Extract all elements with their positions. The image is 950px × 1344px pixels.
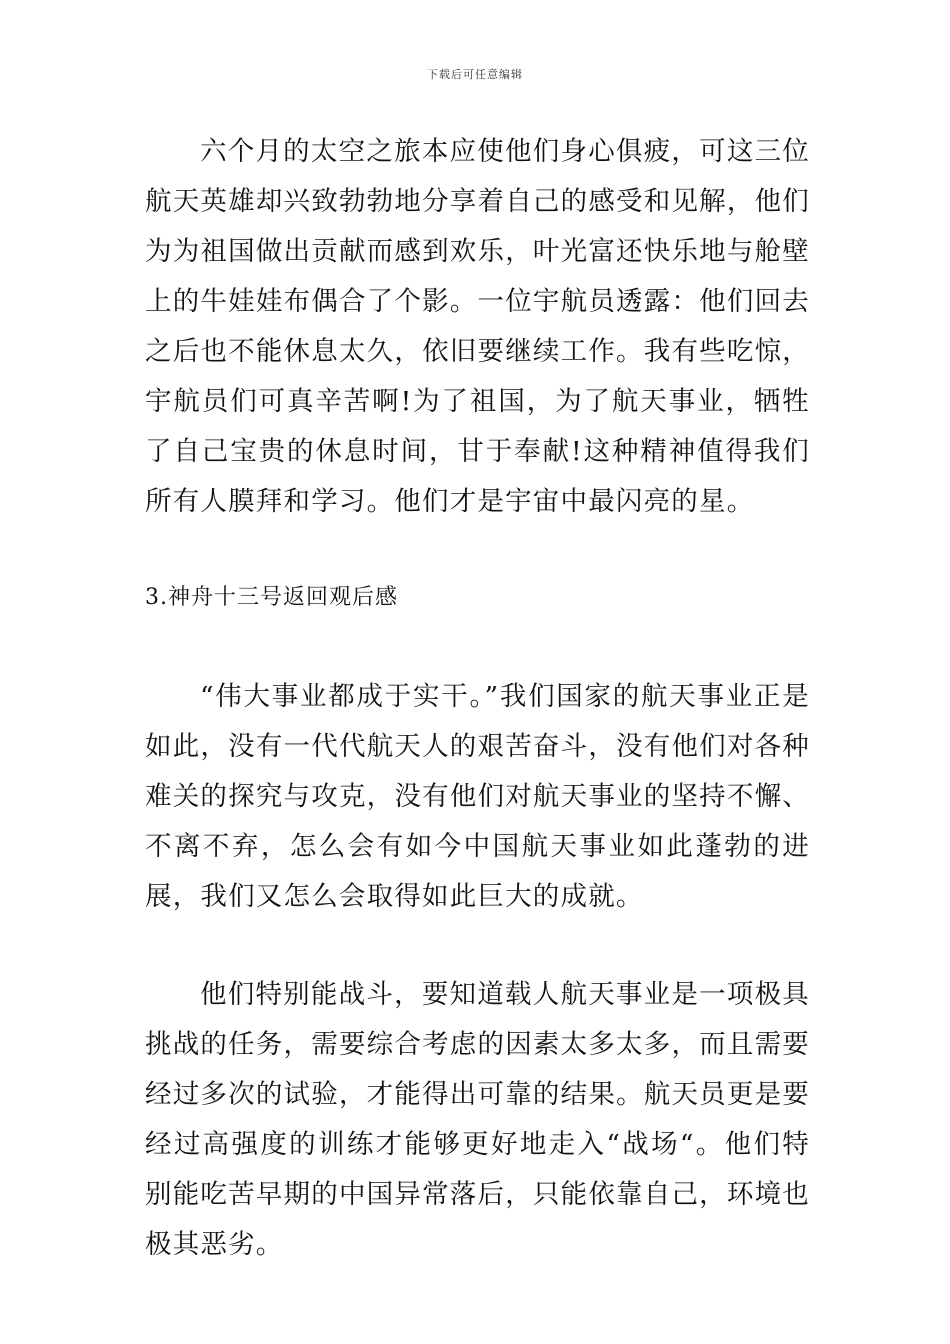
paragraph-2: “伟大事业都成于实干。”我们国家的航天事业正是如此，没有一代代航天人的艰苦奋斗，没有他们对各种难关的探究与攻克，没有他们对航天事业的坚持不懈、不离不弃，怎么会有如今中国航天事业如此蓬勃的进展，我们又怎么会取得如此巨大的成就。 bbox=[145, 681, 810, 912]
header-note: 下载后可任意编辑 bbox=[427, 68, 523, 81]
paragraph-3: 他们特别能战斗，要知道载人航天事业是一项极具挑战的任务，需要综合考虑的因素太多太多，而且需要经过多次的试验，才能得出可靠的结果。航天员更是要经过高强度的训练才能够更好地走入“战场“。他们特别能吃苦早期的中国异常落后，只能依靠自己，环境也极其恶劣。 bbox=[145, 979, 810, 1260]
paragraph-1: 六个月的太空之旅本应使他们身心俱疲，可这三位航天英雄却兴致勃勃地分享着自己的感受和见解，他们为为祖国做出贡献而感到欢乐，叶光富还快乐地与舱壁上的牛娃娃布偶合了个影。一位宇航员透露：他们回去之后也不能休息太久，依旧要继续工作。我有些吃惊，宇航员们可真辛苦啊!为了祖国，为了航天事业，牺牲了自己宝贵的休息时间，甘于奉献!这种精神值得我们所有人膜拜和学习。他们才是宇宙中最闪亮的星。 bbox=[145, 136, 810, 517]
section-heading: 3.神舟十三号返回观后感 bbox=[145, 585, 398, 610]
